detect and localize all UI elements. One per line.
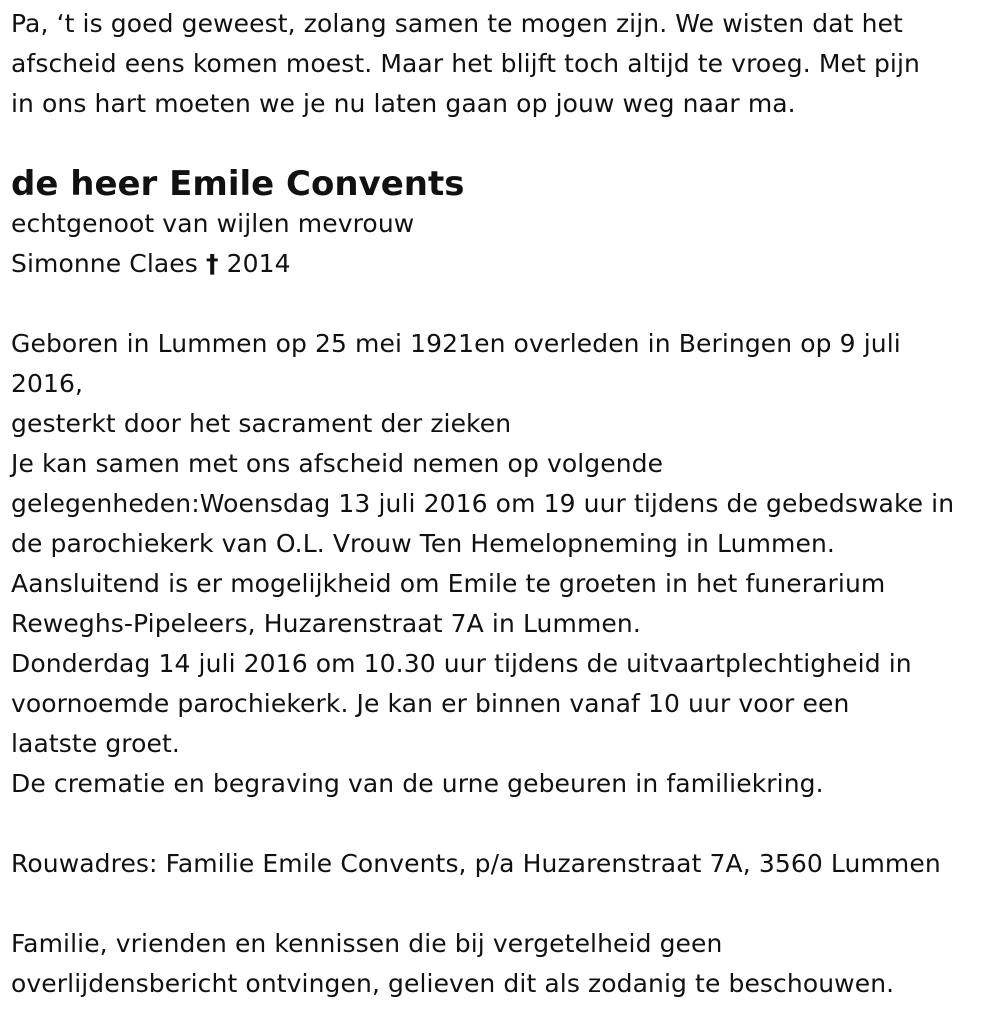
details-paragraph <box>11 324 996 804</box>
details-line: voornoemde parochiekerk. Je kan er binnen vanaf 10 uur voor een <box>11 689 850 718</box>
spacer <box>11 884 996 924</box>
details-line: gesterkt door het sacrament der zieken <box>11 409 512 438</box>
details-line: Donderdag 14 juli 2016 om 10.30 uur tijdens de uitvaartplechtigheid in <box>11 649 912 678</box>
spacer <box>11 284 996 324</box>
details-line: 2016, <box>11 369 84 398</box>
intro-line: afscheid eens komen moest. Maar het blijft toch altijd te vroeg. Met pijn <box>11 49 920 78</box>
spacer <box>11 124 996 164</box>
details-line: Je kan samen met ons afscheid nemen op volgende <box>11 449 664 478</box>
closing-line: overlijdensbericht ontvingen, gelieven dit als zodanig te beschouwen. <box>11 969 895 998</box>
address-paragraph <box>11 844 996 884</box>
details-line: de parochiekerk van O.L. Vrouw Ten Hemelopneming in Lummen. <box>11 529 835 558</box>
details-line: Reweghs-Pipeleers, Huzarenstraat 7A in Lummen. <box>11 609 641 638</box>
details-line: Geboren in Lummen op 25 mei 1921en overleden in Beringen op 9 juli <box>11 329 901 358</box>
spacer <box>11 804 996 844</box>
spouse-death-year: 2014 <box>226 249 291 278</box>
spouse-line: echtgenoot van wijlen mevrouw <box>11 209 415 238</box>
deceased-block <box>11 164 996 284</box>
spouse-name-line <box>11 244 996 284</box>
closing-paragraph <box>11 924 996 1004</box>
closing-line: Familie, vrienden en kennissen die bij vergetelheid geen <box>11 929 723 958</box>
details-line: laatste groet. <box>11 729 180 758</box>
spouse-name: Simonne Claes <box>11 249 198 278</box>
intro-line: in ons hart moeten we je nu laten gaan op jouw weg naar ma. <box>11 89 796 118</box>
intro-line: Pa, ‘t is goed geweest, zolang samen te mogen zijn. We wisten dat het <box>11 9 903 38</box>
details-line: De crematie en begraving van de urne gebeuren in familiekring. <box>11 769 824 798</box>
deceased-name: de heer Emile Convents <box>11 164 465 204</box>
obituary-document <box>11 4 996 1004</box>
mourning-address: Rouwadres: Familie Emile Convents, p/a Huzarenstraat 7A, 3560 Lummen <box>11 849 941 878</box>
details-line: gelegenheden:Woensdag 13 juli 2016 om 19 uur tijdens de gebedswake in <box>11 489 955 518</box>
cross-icon: † <box>205 249 219 278</box>
details-line: Aansluitend is er mogelijkheid om Emile te groeten in het funerarium <box>11 569 886 598</box>
intro-paragraph <box>11 4 996 124</box>
